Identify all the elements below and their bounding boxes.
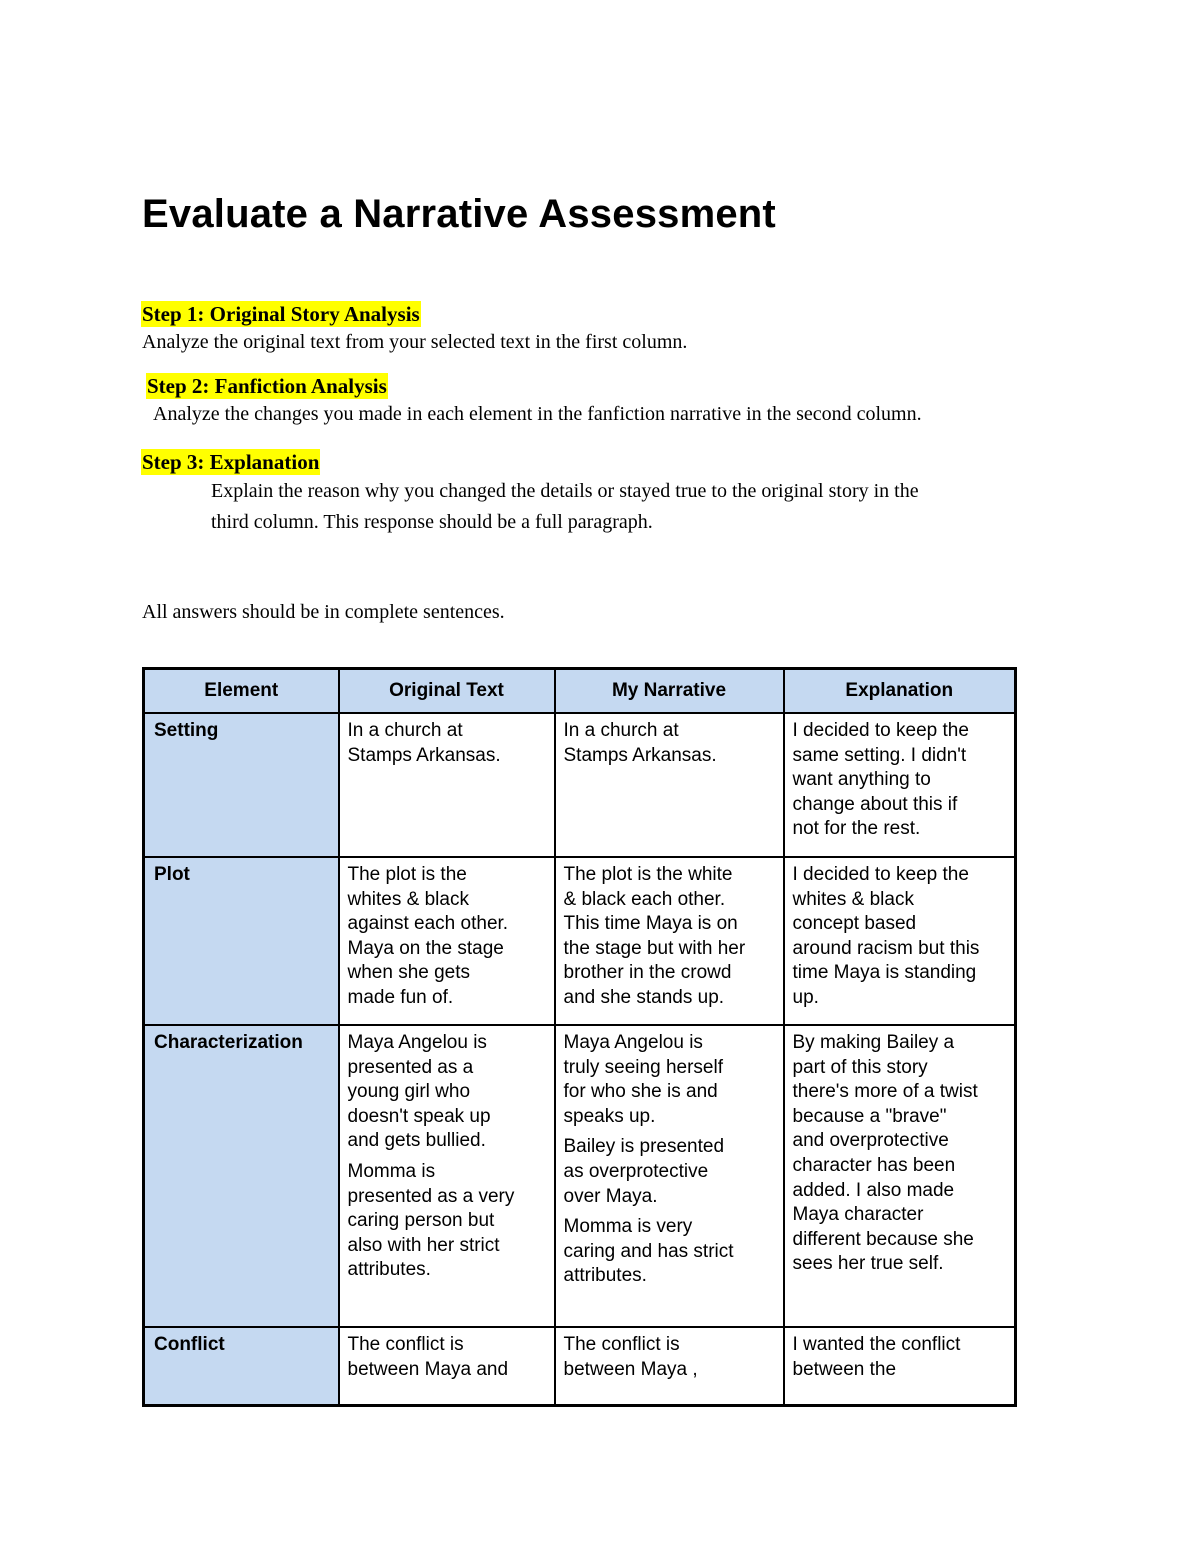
cell-paragraph: The conflict is between Maya and [347, 1334, 509, 1380]
column-header-my-narrative: My Narrative [555, 669, 784, 714]
column-header-explanation: Explanation [784, 669, 1016, 714]
step-1-text: Analyze the original text from your selected text in the first column. [142, 331, 688, 353]
original-text-cell [339, 713, 555, 857]
column-header-original-text: Original Text [339, 669, 555, 714]
explanation-cell [784, 1327, 1016, 1405]
cell-paragraph: I wanted the conflict between the [792, 1334, 961, 1380]
narrative-analysis-table [142, 667, 1017, 1407]
cell-paragraph: The plot is the whites & black against each other. Maya on the stage when she gets made fun of. [347, 864, 509, 1008]
my-narrative-cell [555, 1025, 784, 1327]
cell-paragraph: Bailey is presented as overprotective over Maya. [563, 1136, 725, 1207]
explanation-cell [784, 857, 1016, 1025]
cell-paragraph: By making Bailey a part of this story there's more of a twist because a "brave" and overprotective character has been added. I also made Maya character different because she sees her true self. [792, 1032, 978, 1275]
instructions-note: All answers should be in complete sentences. [142, 601, 505, 623]
table-row [144, 1327, 1016, 1405]
my-narrative-cell [555, 713, 784, 857]
step-3-text-line-2: third column. This response should be a full paragraph. [211, 511, 653, 533]
step-3-text-line-1: Explain the reason why you changed the details or stayed true to the original story in the [211, 480, 919, 502]
cell-paragraph: Maya Angelou is presented as a young girl who doesn't speak up and gets bullied. [347, 1032, 491, 1152]
step-3-heading: Step 3: Explanation [142, 450, 320, 474]
element-cell-plot: Plot [144, 857, 339, 1025]
explanation-cell [784, 1025, 1016, 1327]
explanation-cell [784, 713, 1016, 857]
table-row [144, 1025, 1016, 1327]
cell-paragraph: I decided to keep the whites & black concept based around racism but this time Maya is standing up. [792, 864, 980, 1008]
element-cell-characterization: Characterization [144, 1025, 339, 1327]
original-text-cell [339, 1327, 555, 1405]
my-narrative-cell [555, 857, 784, 1025]
cell-paragraph: I decided to keep the same setting. I didn't want anything to change about this if not for the rest. [792, 720, 969, 840]
cell-paragraph: In a church at Stamps Arkansas. [347, 720, 501, 766]
cell-paragraph: In a church at Stamps Arkansas. [563, 720, 717, 766]
step-1-heading: Step 1: Original Story Analysis [142, 302, 420, 326]
table-row [144, 713, 1016, 857]
table-header-row [144, 669, 1016, 714]
cell-paragraph: The plot is the white & black each other. This time Maya is on the stage but with her brother in the crowd and she stands up. [563, 864, 746, 1008]
step-2-heading: Step 2: Fanfiction Analysis [147, 374, 387, 398]
column-header-element: Element [144, 669, 339, 714]
element-cell-conflict: Conflict [144, 1327, 339, 1405]
cell-paragraph: Maya Angelou is truly seeing herself for who she is and speaks up. [563, 1032, 723, 1127]
original-text-cell [339, 857, 555, 1025]
original-text-cell [339, 1025, 555, 1327]
cell-paragraph: Momma is presented as a very caring person but also with her strict attributes. [347, 1160, 515, 1281]
my-narrative-cell [555, 1327, 784, 1405]
step-2-text: Analyze the changes you made in each element in the fanfiction narrative in the second column. [153, 403, 922, 425]
page-title: Evaluate a Narrative Assessment [142, 192, 776, 236]
element-cell-setting: Setting [144, 713, 339, 857]
cell-paragraph: The conflict is between Maya , [563, 1334, 698, 1380]
cell-paragraph: Momma is very caring and has strict attributes. [563, 1216, 734, 1287]
table-row [144, 857, 1016, 1025]
